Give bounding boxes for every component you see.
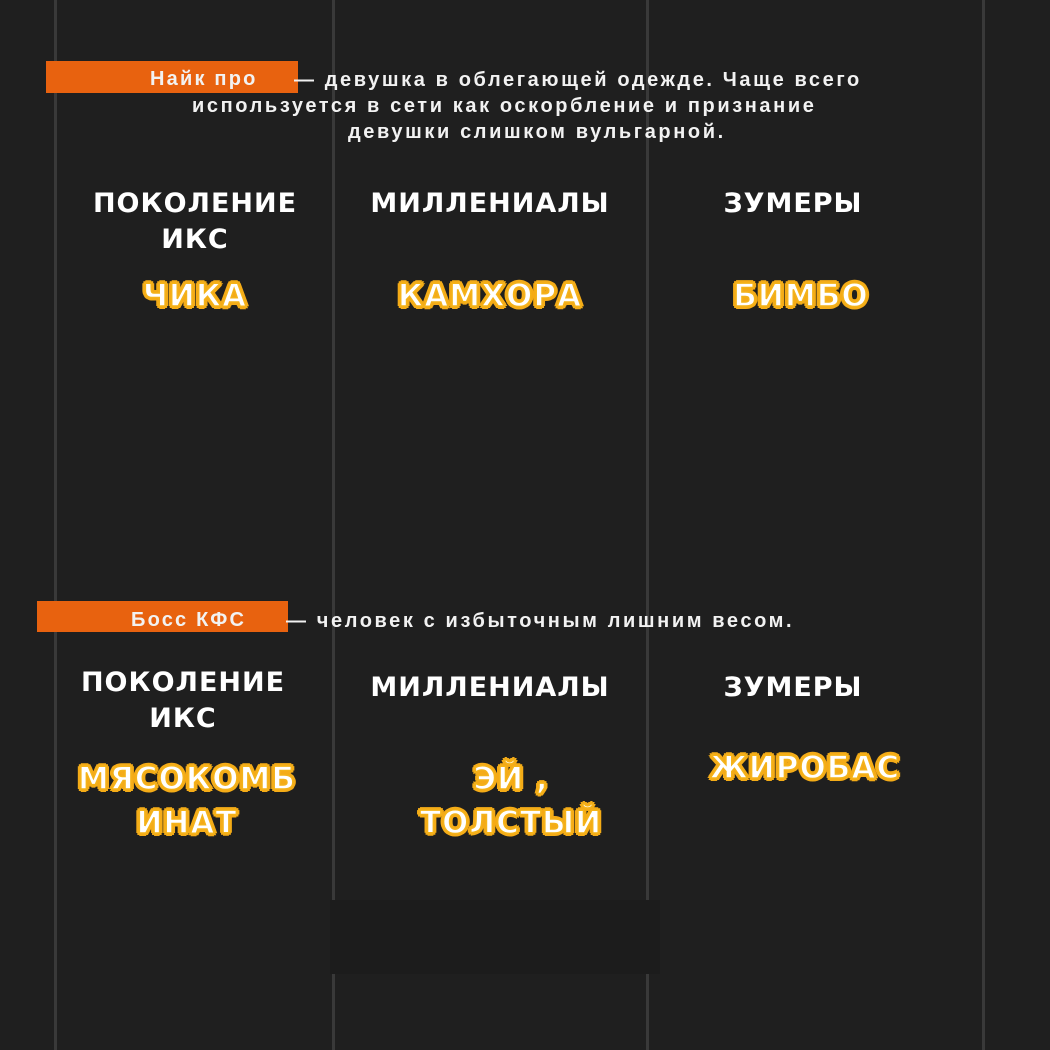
slang-word-millennials: ЭЙ , ТОЛСТЫЙ [419, 761, 603, 841]
slang-word-millennials: КАМХОРА [397, 278, 583, 314]
term-title: Найк про [150, 68, 258, 90]
slang-word-gen-x: ЧИКА [142, 278, 248, 314]
slang-word-gen-x: МЯСОКОМБ ИНАТ [78, 761, 296, 841]
column-divider-1 [54, 0, 57, 1050]
generation-label-zoomers: ЗУМЕРЫ [723, 188, 863, 219]
term-definition-line-1 [294, 68, 862, 93]
generation-label-x: ПОКОЛЕНИЕ ИКС [80, 667, 286, 734]
column-divider-2 [332, 0, 335, 1050]
column-divider-4 [982, 0, 985, 1050]
column-divider-3 [646, 0, 649, 1050]
generation-label-x: ПОКОЛЕНИЕ ИКС [92, 188, 298, 255]
term-title: Босс КФС [131, 609, 247, 631]
slang-word-zoomers: БИМБО [733, 278, 869, 314]
generation-label-millennials: МИЛЛЕНИАЛЫ [370, 188, 610, 219]
divider-gap [330, 900, 660, 974]
definition-text: — человек с избыточным лишним весом. [286, 610, 795, 632]
slang-word-zoomers: ЖИРОБАС [709, 750, 901, 786]
definition-text: — девушка в облегающей одежде. Чаще всего [294, 69, 862, 91]
generation-label-millennials: МИЛЛЕНИАЛЫ [370, 672, 610, 703]
term-definition-line-2: используется в сети как оскорбление и признание [192, 95, 817, 117]
term-definition-line-3: девушки слишком вульгарной. [348, 121, 726, 143]
term-definition-line-1 [286, 609, 794, 634]
generation-label-zoomers: ЗУМЕРЫ [723, 672, 863, 703]
